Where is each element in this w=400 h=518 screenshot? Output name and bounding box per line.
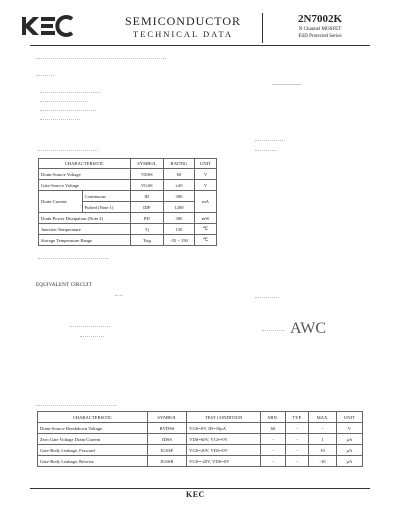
faint-drawing-line xyxy=(262,330,284,331)
cell-symbol: IGSSF xyxy=(147,445,186,456)
cell-symbol: Tstg xyxy=(130,235,163,246)
cell-characteristic: Drain-Source Voltage xyxy=(39,169,131,180)
cell-min: - xyxy=(261,456,286,467)
col-test-condition: TEST CONDITION xyxy=(187,412,261,423)
cell-max: - xyxy=(309,423,337,434)
title-semiconductor: SEMICONDUCTOR xyxy=(124,14,242,28)
cell-unit: μA xyxy=(336,445,362,456)
cell-characteristic: Drain Current xyxy=(39,191,83,213)
col-typ: TYP. xyxy=(285,412,308,423)
cell-rating: ±20 xyxy=(163,180,194,191)
cell-unit: ℃ xyxy=(195,235,217,246)
cell-condition: VGS=0V, ID=10μA xyxy=(187,423,261,434)
cell-unit: μA xyxy=(336,434,362,445)
cell-symbol: VGSS xyxy=(130,180,163,191)
footer-kec-logo: KEC xyxy=(186,490,205,499)
table-row xyxy=(39,224,217,235)
cell-rating: 300 xyxy=(163,213,194,224)
table-row xyxy=(39,213,217,224)
cell-characteristic: Storage Temperature Range xyxy=(39,235,131,246)
cell-characteristic: Drain Power Dissipation (Note 2) xyxy=(39,213,131,224)
cell-characteristic: Gate-Body Leakage, Reverse xyxy=(38,456,148,467)
table-row xyxy=(39,191,217,202)
cell-max: 1 xyxy=(309,434,337,445)
table-row xyxy=(39,180,217,191)
cell-rating: 1200 xyxy=(163,202,194,213)
table-row xyxy=(38,445,363,456)
col-unit: UNIT xyxy=(336,412,362,423)
cell-condition: VGS=20V, VDS=0V xyxy=(187,445,261,456)
cell-rating: 300 xyxy=(163,191,194,202)
equivalent-circuit-fragment: AWC xyxy=(290,320,327,337)
faint-drawing-line xyxy=(255,297,279,298)
cell-unit: V xyxy=(195,180,217,191)
faint-text-line xyxy=(255,150,277,151)
cell-symbol: IGSSR xyxy=(147,456,186,467)
col-min: MIN. xyxy=(261,412,286,423)
cell-symbol: Tj xyxy=(130,224,163,235)
cell-sub-characteristic: Continuous xyxy=(82,191,130,202)
table-header-row xyxy=(38,412,363,423)
faint-text-line xyxy=(40,110,96,111)
cell-typ: - xyxy=(285,456,308,467)
cell-max: 10 xyxy=(309,445,337,456)
cell-unit: V xyxy=(336,423,362,434)
table-row xyxy=(38,434,363,445)
faint-drawing-line xyxy=(115,295,123,296)
col-unit: UNIT xyxy=(195,159,217,169)
col-max: MAX. xyxy=(309,412,337,423)
cell-min: - xyxy=(261,434,286,445)
cell-rating: 150 xyxy=(163,224,194,235)
title-block xyxy=(108,15,258,40)
cell-typ: - xyxy=(285,445,308,456)
faint-drawing-line xyxy=(272,84,302,85)
cell-characteristic: Drain-Source Breakdown Voltage xyxy=(38,423,148,434)
header-divider xyxy=(262,13,263,43)
faint-text-line xyxy=(38,258,108,259)
cell-min: 60 xyxy=(261,423,286,434)
faint-text-line xyxy=(40,92,100,93)
table-row xyxy=(39,169,217,180)
col-rating: RATING xyxy=(163,159,194,169)
table-row xyxy=(39,235,217,246)
part-block xyxy=(270,13,370,40)
part-subtitle-2: ESD Protected Series xyxy=(298,34,342,39)
electrical-characteristics-table xyxy=(37,411,363,467)
section-equivalent-circuit: EQUIVALENT CIRCUIT xyxy=(36,283,93,288)
title-technical-data: TECHNICAL DATA xyxy=(133,29,233,39)
cell-max: -10 xyxy=(309,456,337,467)
cell-characteristic: Gate-Source Voltage xyxy=(39,180,131,191)
col-characteristic: CHARACTERISTIC xyxy=(38,412,148,423)
cell-condition: VDS=60V, VGS=0V xyxy=(187,434,261,445)
cell-symbol: BVDSS xyxy=(147,423,186,434)
col-symbol: SYMBOL xyxy=(130,159,163,169)
faint-text-line xyxy=(40,119,80,120)
cell-unit: μA xyxy=(336,456,362,467)
faint-drawing-line xyxy=(70,326,110,327)
faint-text-line xyxy=(40,101,88,102)
cell-typ: - xyxy=(285,423,308,434)
cell-characteristic: Zero Gate Voltage Drain Current xyxy=(38,434,148,445)
kec-logo xyxy=(20,14,74,38)
faint-text-line xyxy=(36,58,166,59)
part-number: 2N7002K xyxy=(298,13,342,25)
cell-characteristic: Junction Temperature xyxy=(39,224,131,235)
cell-typ: - xyxy=(285,434,308,445)
cell-min: - xyxy=(261,445,286,456)
cell-symbol: VDSS xyxy=(130,169,163,180)
cell-unit: mW xyxy=(195,213,217,224)
cell-sub-characteristic: Pulsed (Note 1) xyxy=(82,202,130,213)
table-row xyxy=(38,456,363,467)
table-header-row xyxy=(39,159,217,169)
cell-symbol: ID xyxy=(130,191,163,202)
col-symbol: SYMBOL xyxy=(147,412,186,423)
cell-rating: 60 xyxy=(163,169,194,180)
table-row xyxy=(38,423,363,434)
col-characteristic: CHARACTERISTIC xyxy=(39,159,131,169)
cell-unit: mA xyxy=(195,191,217,213)
cell-symbol: IDP xyxy=(130,202,163,213)
cell-condition: VGS=-20V, VDS=0V xyxy=(187,456,261,467)
header-rule xyxy=(30,45,370,46)
cell-symbol: IDSS xyxy=(147,434,186,445)
cell-rating: -55 ~ 150 xyxy=(163,235,194,246)
faint-text-line xyxy=(36,75,54,76)
faint-text-line xyxy=(38,150,98,151)
cell-symbol: PD xyxy=(130,213,163,224)
cell-unit: V xyxy=(195,169,217,180)
faint-text-line xyxy=(36,405,116,406)
part-subtitle-1: N Channel MOSFET xyxy=(298,27,342,32)
cell-characteristic: Gate-Body Leakage, Forward xyxy=(38,445,148,456)
faint-drawing-line xyxy=(80,336,104,337)
footer-rule xyxy=(30,488,370,489)
cell-unit: ℃ xyxy=(195,224,217,235)
faint-text-line xyxy=(255,140,285,141)
max-ratings-table xyxy=(38,158,217,246)
